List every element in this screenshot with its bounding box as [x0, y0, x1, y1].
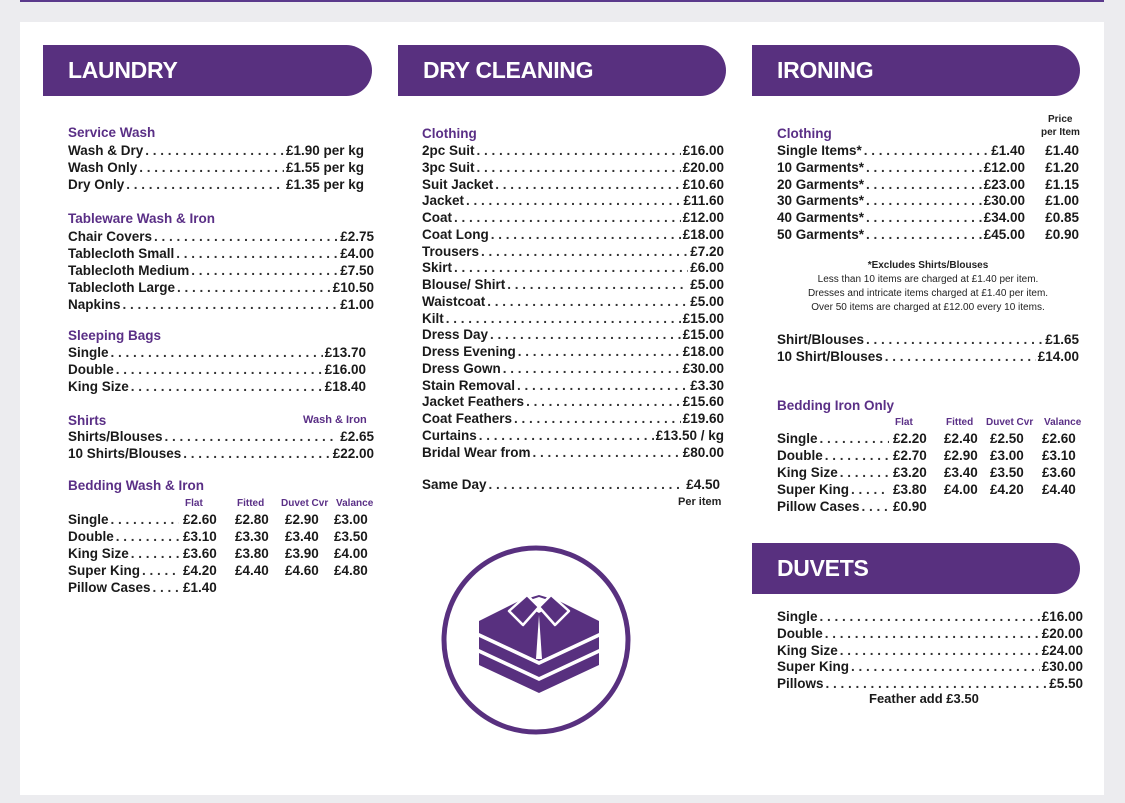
item-name: Shirt/Blouses: [777, 332, 865, 347]
dot-leader: [826, 675, 1048, 692]
bedding-row: [777, 481, 891, 498]
bedding-price: £2.50: [990, 431, 1024, 446]
bedding-price: £3.00: [990, 448, 1024, 463]
bedding-price: £3.50: [990, 465, 1024, 480]
item-name: Dress Evening: [422, 344, 516, 359]
dot-leader: [131, 545, 179, 562]
item-name: Super King: [777, 659, 850, 675]
item-price: £5.00: [690, 277, 724, 292]
item-name: Tablecloth Small: [68, 246, 175, 261]
item-price: £22.00: [332, 446, 374, 461]
price-row: [68, 159, 364, 176]
item-price: £5.00: [690, 293, 724, 309]
bedding-item-name: Super King: [777, 482, 850, 497]
item-name: Pillows: [777, 676, 824, 692]
bedding-item-name: Pillow Cases: [777, 499, 860, 514]
item-price: £2.75: [340, 229, 374, 244]
item-per-item-price: £1.40: [1045, 143, 1079, 158]
item-price: £1.65: [1045, 332, 1079, 347]
price-row: [68, 361, 366, 378]
price-row: [68, 378, 366, 395]
price-row: [68, 262, 374, 279]
item-name: Wash Only: [68, 160, 138, 175]
item-name: Stain Removal: [422, 377, 516, 393]
price-row: [777, 348, 1079, 365]
dot-leader: [866, 159, 982, 176]
item-price: £80.00: [682, 444, 724, 460]
bedding-iron-title: Bedding Iron Only: [777, 398, 894, 413]
dot-leader: [517, 377, 688, 394]
dot-leader: [111, 511, 179, 528]
dot-leader: [153, 579, 179, 596]
price-row: [777, 608, 1083, 625]
top-divider: [20, 0, 1104, 2]
item-price: £1.55 per kg: [285, 160, 364, 175]
bedding-row: [68, 511, 181, 528]
item-name: King Size: [68, 379, 129, 394]
bedding-price: £3.40: [285, 529, 319, 544]
shirts-column-label: Wash & Iron: [303, 414, 367, 426]
item-price: £30.00: [682, 360, 724, 376]
bedding-item-name: Double: [68, 529, 114, 544]
item-name: Coat: [422, 210, 452, 225]
dot-leader: [491, 226, 681, 243]
item-name: Wash & Dry: [68, 143, 144, 158]
sleeping-bags-title: Sleeping Bags: [68, 328, 162, 343]
price-row: [422, 427, 724, 444]
dot-leader: [479, 427, 654, 444]
item-per-item-price: £1.20: [1045, 159, 1079, 175]
item-name: Coat Feathers: [422, 411, 513, 426]
bedding-price: £3.80: [235, 546, 269, 561]
ironing-note-line3: Over 50 items are charged at £12.00 every 10 items.: [811, 302, 1045, 313]
dot-leader: [533, 444, 681, 461]
dot-leader: [446, 310, 681, 327]
service-wash-title: Service Wash: [68, 125, 156, 140]
dot-leader: [866, 192, 982, 209]
dot-leader: [142, 562, 179, 579]
item-price: £4.50: [686, 477, 720, 492]
item-price: £12.00: [682, 210, 724, 225]
dot-leader: [477, 159, 681, 176]
item-price: £3.30: [690, 377, 724, 393]
item-price: £18.40: [324, 379, 366, 394]
dot-leader: [477, 142, 681, 159]
dot-leader: [111, 344, 323, 361]
dot-leader: [820, 608, 1040, 625]
dot-leader: [862, 498, 889, 515]
bedding-price: £3.80: [893, 482, 927, 497]
dot-leader: [183, 445, 330, 462]
dot-leader: [840, 464, 889, 481]
item-per-item-price: £1.00: [1045, 193, 1079, 209]
ironing-clothing-title: Clothing: [777, 126, 832, 141]
item-name: Blouse/ Shirt: [422, 277, 506, 292]
item-price: £5.50: [1049, 676, 1083, 692]
item-price: £11.60: [683, 193, 724, 209]
item-price: £30.00: [1041, 659, 1083, 675]
price-row: [68, 296, 374, 313]
dot-leader: [131, 378, 323, 395]
bedding-price: £3.90: [285, 546, 319, 561]
bedding-price: £2.60: [1042, 431, 1076, 446]
price-row: [68, 279, 374, 296]
bedding-row: [777, 498, 891, 515]
price-row: [777, 142, 1079, 159]
price-row: [422, 377, 724, 394]
bedding-price: £2.60: [183, 512, 217, 527]
price-row: [422, 410, 724, 427]
item-name: Skirt: [422, 260, 453, 276]
bedding-price: £2.40: [944, 431, 978, 446]
price-row: [777, 675, 1083, 692]
price-row: [68, 228, 374, 245]
item-name: Double: [777, 625, 823, 641]
item-name: Single Items*: [777, 143, 862, 158]
price-row: [777, 209, 1079, 226]
price-row: [68, 445, 374, 462]
dot-leader: [454, 259, 688, 276]
item-name: Jacket Feathers: [422, 394, 525, 410]
dot-leader: [820, 430, 889, 447]
dot-leader: [503, 360, 681, 377]
bedding-row: [68, 545, 181, 562]
item-name: Curtains: [422, 427, 477, 443]
item-price: £2.65: [340, 429, 374, 444]
item-price: £10.60: [682, 176, 724, 192]
item-name: Chair Covers: [68, 229, 153, 244]
dot-leader: [116, 528, 179, 545]
item-price: £6.00: [690, 260, 724, 276]
item-name: 50 Garments*: [777, 227, 865, 242]
price-row: [777, 176, 1079, 193]
item-name: 3pc Suit: [422, 159, 475, 175]
tableware-title: Tableware Wash & Iron: [68, 211, 216, 226]
price-row: [777, 331, 1079, 348]
bedding-item-name: King Size: [68, 546, 129, 561]
per-item-column-label: per Item: [1041, 127, 1080, 138]
dot-leader: [825, 625, 1040, 642]
dot-leader: [466, 192, 681, 209]
price-row: [422, 310, 724, 327]
item-price: £16.00: [682, 143, 724, 158]
price-row: [422, 343, 724, 360]
bedding-row: [777, 447, 891, 464]
dot-leader: [885, 348, 1036, 365]
bedding-col-header: Flat: [185, 498, 203, 509]
bedding-price: £3.50: [334, 529, 368, 544]
bedding-price: £3.30: [235, 529, 269, 544]
item-price: £7.20: [690, 243, 724, 259]
bedding-item-name: Super King: [68, 563, 141, 578]
item-name: Suit Jacket: [422, 176, 494, 192]
item-name: Waistcoat: [422, 293, 486, 309]
dot-leader: [866, 209, 982, 226]
price-row: [777, 625, 1083, 642]
dot-leader: [866, 176, 982, 193]
bedding-wash-title: Bedding Wash & Iron: [68, 478, 204, 493]
price-row: [68, 176, 364, 193]
item-price: £13.50 / kg: [655, 427, 724, 443]
item-name: 10 Garments*: [777, 159, 865, 175]
bedding-price: £4.80: [334, 563, 368, 578]
item-price: £18.00: [682, 344, 724, 359]
bedding-price: £2.20: [893, 431, 927, 446]
dry-clothing-title: Clothing: [422, 126, 477, 141]
item-name: 40 Garments*: [777, 210, 865, 226]
item-price: £15.00: [682, 310, 724, 326]
price-row: [777, 192, 1079, 209]
dot-leader: [176, 245, 338, 262]
item-price: £16.00: [1041, 609, 1083, 624]
dot-leader: [514, 410, 681, 427]
item-name: Tablecloth Large: [68, 280, 176, 295]
dot-leader: [116, 361, 323, 378]
bedding-row: [777, 464, 891, 481]
bedding-item-name: King Size: [777, 465, 838, 480]
item-name: King Size: [777, 642, 838, 658]
bedding-price: £3.60: [1042, 465, 1076, 480]
bedding-row: [68, 579, 181, 596]
item-name: Shirts/Blouses: [68, 429, 163, 444]
price-list-page: [20, 22, 1104, 795]
bedding-price: £4.00: [944, 482, 978, 497]
price-column-label: Price: [1048, 114, 1073, 125]
item-name: 30 Garments*: [777, 193, 865, 209]
ironing-note-line2: Dresses and intricate items charged at £1.40 per item.: [807, 288, 1049, 299]
bedding-price: £3.40: [944, 465, 978, 480]
bedding-item-name: Single: [68, 512, 109, 527]
item-name: Dress Day: [422, 327, 489, 343]
folded-shirts-icon: [439, 543, 633, 737]
price-row: [422, 209, 724, 226]
bedding-price: £4.40: [1042, 482, 1076, 497]
item-price: £15.00: [682, 327, 724, 343]
dot-leader: [126, 176, 284, 193]
item-name: Tablecloth Medium: [68, 263, 190, 278]
price-row: [422, 276, 724, 293]
item-name: Dry Only: [68, 177, 125, 192]
item-price: £10.50: [332, 280, 374, 295]
item-price: £1.40: [991, 143, 1025, 158]
dot-leader: [139, 159, 284, 176]
price-row: [422, 393, 724, 410]
price-row: [68, 142, 364, 159]
item-name: Double: [68, 362, 114, 377]
bedding-item-name: Pillow Cases: [68, 580, 151, 595]
price-row: [68, 428, 374, 445]
bedding-price: £4.00: [334, 546, 368, 561]
dot-leader: [145, 142, 284, 159]
bedding-price: £4.60: [285, 563, 319, 578]
feather-add-note: Feather add £3.50: [869, 691, 979, 706]
price-row: [422, 476, 720, 493]
price-row: [422, 444, 724, 461]
item-per-item-price: £0.90: [1045, 227, 1079, 242]
dot-leader: [487, 293, 688, 310]
bedding-price: £3.00: [334, 512, 368, 527]
item-price: £15.60: [682, 394, 724, 410]
bedding-price: £2.90: [944, 448, 978, 463]
bedding-col-header: Flat: [895, 417, 913, 428]
price-row: [422, 192, 724, 209]
dot-leader: [866, 331, 1043, 348]
dot-leader: [454, 209, 681, 226]
item-price: £12.00: [983, 159, 1025, 175]
item-name: Coat Long: [422, 226, 489, 242]
item-price: £18.00: [682, 226, 724, 242]
ironing-note-line1: Less than 10 items are charged at £1.40 per item.: [817, 274, 1039, 285]
bedding-price: £4.20: [990, 482, 1024, 497]
item-name: Jacket: [422, 193, 465, 209]
dot-leader: [851, 658, 1040, 675]
dot-leader: [518, 343, 681, 360]
item-name: Trousers: [422, 243, 480, 259]
item-price: £20.00: [1041, 625, 1083, 641]
item-name: 10 Shirt/Blouses: [777, 349, 883, 364]
item-name: Single: [68, 345, 109, 360]
dot-leader: [481, 243, 688, 260]
item-name: Dress Gown: [422, 360, 501, 376]
bedding-col-header: Duvet Cvr: [986, 417, 1034, 428]
price-row: [422, 243, 724, 260]
item-price: £1.35 per kg: [285, 177, 364, 192]
bedding-price: £4.20: [183, 563, 217, 578]
bedding-col-header: Valance: [336, 498, 374, 509]
item-price: £7.50: [340, 263, 374, 278]
bedding-row: [68, 562, 181, 579]
item-name: Kilt: [422, 310, 444, 326]
price-row: [777, 226, 1079, 243]
dot-leader: [507, 276, 688, 293]
bedding-item-name: Double: [777, 448, 823, 463]
dot-leader: [123, 296, 339, 313]
item-price: £30.00: [983, 193, 1025, 209]
dot-leader: [177, 279, 331, 296]
bedding-price: £1.40: [183, 580, 217, 595]
item-price: £16.00: [324, 362, 366, 377]
bedding-item-name: Single: [777, 431, 818, 446]
item-price: £23.00: [983, 176, 1025, 192]
item-name: 20 Garments*: [777, 176, 865, 192]
dot-leader: [495, 176, 680, 193]
bedding-price: £3.10: [1042, 448, 1076, 463]
duvets-banner: DUVETS: [752, 543, 1080, 594]
bedding-price: £2.70: [893, 448, 927, 463]
bedding-price: £2.80: [235, 512, 269, 527]
bedding-row: [777, 430, 891, 447]
item-name: Same Day: [422, 477, 487, 492]
dot-leader: [490, 326, 681, 343]
ironing-banner: IRONING: [752, 45, 1080, 96]
item-price: £1.90 per kg: [285, 143, 364, 158]
bedding-row: [68, 528, 181, 545]
price-row: [68, 344, 366, 361]
item-price: £1.00: [340, 297, 374, 312]
bedding-col-header: Duvet Cvr: [281, 498, 329, 509]
item-name: Napkins: [68, 297, 121, 312]
price-row: [777, 658, 1083, 675]
price-row: [777, 642, 1083, 659]
price-row: [422, 326, 724, 343]
item-price: £14.00: [1037, 349, 1079, 364]
bedding-price: £0.90: [893, 499, 927, 514]
price-row: [422, 176, 724, 193]
dot-leader: [191, 262, 338, 279]
bedding-col-header: Fitted: [237, 498, 265, 509]
laundry-banner: LAUNDRY: [43, 45, 372, 96]
item-name: Single: [777, 609, 818, 624]
price-row: [68, 245, 374, 262]
dot-leader: [825, 447, 889, 464]
item-price: £19.60: [682, 411, 724, 426]
price-row: [422, 293, 724, 310]
item-price: £13.70: [324, 345, 366, 360]
item-name: Bridal Wear from: [422, 444, 531, 460]
price-row: [422, 159, 724, 176]
price-row: [422, 142, 724, 159]
item-price: £20.00: [682, 159, 724, 175]
bedding-col-header: Valance: [1044, 417, 1082, 428]
item-name: 2pc Suit: [422, 143, 475, 158]
bedding-price: £3.20: [893, 465, 927, 480]
shirts-title: Shirts: [68, 413, 107, 428]
price-row: [422, 226, 724, 243]
dot-leader: [840, 642, 1040, 659]
bedding-price: £3.60: [183, 546, 217, 561]
item-per-item-price: £1.15: [1045, 176, 1079, 192]
bedding-price: £2.90: [285, 512, 319, 527]
dot-leader: [851, 481, 889, 498]
dot-leader: [154, 228, 338, 245]
bedding-price: £3.10: [183, 529, 217, 544]
dry-cleaning-banner: DRY CLEANING: [398, 45, 726, 96]
price-row: [422, 360, 724, 377]
item-per-item-price: £0.85: [1045, 210, 1079, 226]
dot-leader: [526, 393, 681, 410]
price-row: [422, 259, 724, 276]
bedding-price: £4.40: [235, 563, 269, 578]
item-price: £34.00: [983, 210, 1025, 226]
same-day-unit: Per item: [678, 496, 722, 508]
item-price: £24.00: [1041, 642, 1083, 658]
item-name: 10 Shirts/Blouses: [68, 446, 182, 461]
dot-leader: [866, 226, 982, 243]
dot-leader: [165, 428, 339, 445]
dot-leader: [864, 142, 989, 159]
bedding-col-header: Fitted: [946, 417, 974, 428]
dot-leader: [489, 476, 685, 493]
price-row: [777, 159, 1079, 176]
ironing-note-heading: *Excludes Shirts/Blouses: [867, 260, 989, 271]
item-price: £45.00: [983, 227, 1025, 242]
item-price: £4.00: [340, 246, 374, 261]
